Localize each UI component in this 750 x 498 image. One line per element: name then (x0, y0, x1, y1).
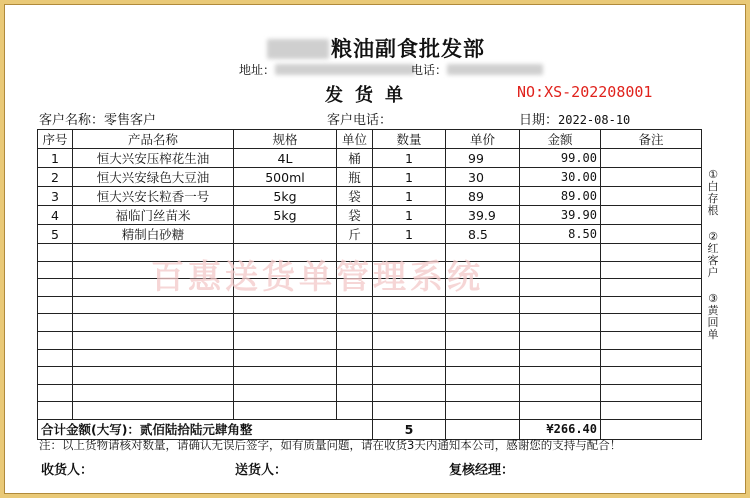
cell-price (446, 402, 520, 420)
cell-remark (601, 225, 702, 244)
date-value: 2022-08-10 (558, 113, 631, 127)
cell-unit (337, 331, 373, 349)
cell-remark (601, 296, 702, 314)
cell-price: 8.5 (446, 225, 520, 244)
table-row (38, 149, 702, 168)
col-header: 单位 (337, 130, 373, 149)
cell-qty (373, 279, 446, 297)
empty-row (38, 244, 702, 262)
cell-price (446, 314, 520, 332)
table-row (38, 168, 702, 187)
cell-remark (601, 261, 702, 279)
cell-name (73, 402, 234, 420)
customer-label: 客户名称： (39, 113, 105, 128)
cell-unit (337, 402, 373, 420)
cell-spec (234, 349, 337, 367)
empty-row (38, 296, 702, 314)
customer-value: 零售客户 (104, 113, 157, 128)
cell-name (73, 279, 234, 297)
redacted-company-prefix (267, 39, 329, 59)
cell-unit (337, 314, 373, 332)
empty-row (38, 384, 702, 402)
cell-name (73, 296, 234, 314)
col-header: 金额 (520, 130, 601, 149)
cell-no (38, 261, 73, 279)
cell-price (446, 261, 520, 279)
cell-remark (601, 331, 702, 349)
cell-spec: 4L (234, 149, 337, 168)
cell-price: 30 (446, 168, 520, 187)
cell-name (73, 384, 234, 402)
col-header: 序号 (38, 130, 73, 149)
total-amount: ¥266.40 (520, 419, 601, 439)
copy-label-char: ③ (708, 292, 718, 305)
cell-spec: 5kg (234, 187, 337, 206)
cell-no (38, 279, 73, 297)
total-label: 合计金额(大写)：贰佰陆拾陆元肆角整 (38, 419, 373, 439)
copy-label-char: ② (708, 230, 718, 243)
cell-qty (373, 314, 446, 332)
cell-name: 精制白砂糖 (73, 225, 234, 244)
cell-spec (234, 279, 337, 297)
cell-unit (337, 244, 373, 262)
cell-qty: 1 (373, 168, 446, 187)
cell-unit: 桶 (337, 149, 373, 168)
cell-no: 1 (38, 149, 73, 168)
copy-label-char: 黄 (707, 304, 719, 317)
cell-spec (234, 296, 337, 314)
cell-name (73, 331, 234, 349)
cell-spec (234, 314, 337, 332)
company-name-text: 粮油副食批发部 (331, 37, 485, 61)
cell-amount: 89.00 (520, 187, 601, 206)
cell-qty: 1 (373, 187, 446, 206)
cell-unit (337, 261, 373, 279)
cell-amount (520, 349, 601, 367)
empty-row (38, 367, 702, 385)
cell-qty (373, 402, 446, 420)
cell-no (38, 367, 73, 385)
doc-number: NO:XS-202208001 (517, 83, 653, 101)
copy-label-text (706, 293, 720, 341)
phone-label: 电话： (411, 63, 448, 77)
col-header: 备注 (601, 130, 702, 149)
cell-qty (373, 367, 446, 385)
invoice-date (519, 109, 630, 128)
cell-amount (520, 402, 601, 420)
cell-name: 恒大兴安绿色大豆油 (73, 168, 234, 187)
cell-unit: 袋 (337, 187, 373, 206)
cell-unit (337, 349, 373, 367)
col-header: 单价 (446, 130, 520, 149)
cell-qty (373, 244, 446, 262)
cell-price (446, 384, 520, 402)
cell-no (38, 296, 73, 314)
cell-amount (520, 279, 601, 297)
cell-qty: 1 (373, 225, 446, 244)
customer-phone-label: 客户电话： (327, 113, 393, 128)
cell-spec (234, 244, 337, 262)
cell-unit: 斤 (337, 225, 373, 244)
copy-label-char: 户 (707, 266, 719, 279)
copy-label-char: 回 (707, 316, 719, 329)
cell-amount (520, 244, 601, 262)
cell-price (446, 296, 520, 314)
cell-qty (373, 331, 446, 349)
sender-signature: 送货人： (235, 463, 288, 478)
cell-remark (601, 187, 702, 206)
cell-amount (520, 331, 601, 349)
col-header: 产品名称 (73, 130, 234, 149)
redacted-address (275, 64, 415, 75)
empty-row (38, 261, 702, 279)
cell-unit: 瓶 (337, 168, 373, 187)
cell-price (446, 367, 520, 385)
cell-no (38, 314, 73, 332)
cell-name (73, 314, 234, 332)
cell-name: 恒大兴安压榨花生油 (73, 149, 234, 168)
cell-remark (601, 349, 702, 367)
cell-amount: 99.00 (520, 149, 601, 168)
cell-remark (601, 367, 702, 385)
copy-label-char: 根 (707, 204, 719, 217)
cell-remark (601, 244, 702, 262)
cell-name (73, 244, 234, 262)
copy-label-char: 白 (707, 180, 719, 193)
cell-remark (601, 314, 702, 332)
table-row (38, 187, 702, 206)
table-row (38, 225, 702, 244)
company-title (5, 33, 747, 63)
cell-remark (601, 168, 702, 187)
cell-remark (601, 206, 702, 225)
cell-spec (234, 225, 337, 244)
cell-qty (373, 384, 446, 402)
cell-amount (520, 261, 601, 279)
cell-qty (373, 261, 446, 279)
empty-row (38, 279, 702, 297)
cell-name (73, 367, 234, 385)
cell-unit (337, 296, 373, 314)
cell-amount: 39.90 (520, 206, 601, 225)
footer-note: 注：以上货物请核对数量，请确认无误后签字，如有质量问题，请在收货3天内通知本公司，感谢您的支持与配合！ (39, 438, 622, 452)
col-header: 规格 (234, 130, 337, 149)
cell-spec (234, 367, 337, 385)
cell-name (73, 261, 234, 279)
cell-spec (234, 331, 337, 349)
cell-spec (234, 384, 337, 402)
phone-line (411, 61, 543, 78)
cell-no: 5 (38, 225, 73, 244)
cell-name: 福临门丝苗米 (73, 206, 234, 225)
cell-remark (601, 279, 702, 297)
cell-name (73, 349, 234, 367)
cell-price: 89 (446, 187, 520, 206)
cell-unit (337, 279, 373, 297)
cell-price: 99 (446, 149, 520, 168)
empty-row (38, 349, 702, 367)
table-header-row (38, 130, 702, 149)
col-header: 数量 (373, 130, 446, 149)
copy-label-white (706, 169, 720, 217)
empty-row (38, 314, 702, 332)
cell-amount: 8.50 (520, 225, 601, 244)
customer-phone (327, 109, 392, 128)
cell-price (446, 279, 520, 297)
address-label: 地址： (239, 63, 276, 77)
reviewer-signature: 复核经理： (449, 463, 515, 478)
cell-amount (520, 296, 601, 314)
cell-no (38, 349, 73, 367)
cell-price (446, 331, 520, 349)
copy-label-char: 存 (707, 192, 719, 205)
copy-label-red (706, 231, 720, 279)
cell-unit: 袋 (337, 206, 373, 225)
cell-no: 4 (38, 206, 73, 225)
cell-spec: 500ml (234, 168, 337, 187)
redacted-phone (447, 64, 543, 75)
cell-qty: 1 (373, 206, 446, 225)
copy-label-char: 红 (707, 242, 719, 255)
cell-no: 3 (38, 187, 73, 206)
cell-amount (520, 367, 601, 385)
cell-qty (373, 296, 446, 314)
cell-spec (234, 261, 337, 279)
copy-label-yellow (706, 293, 720, 341)
cell-name: 恒大兴安长粒香一号 (73, 187, 234, 206)
cell-price (446, 244, 520, 262)
cell-price: 39.9 (446, 206, 520, 225)
cell-spec (234, 402, 337, 420)
cell-unit (337, 367, 373, 385)
cell-price (446, 349, 520, 367)
cell-no (38, 384, 73, 402)
cell-remark (601, 149, 702, 168)
cell-amount (520, 314, 601, 332)
cell-qty: 1 (373, 149, 446, 168)
cell-amount: 30.00 (520, 168, 601, 187)
copy-label-char: 客 (707, 254, 719, 267)
empty-row (38, 331, 702, 349)
invoice-sheet (4, 4, 746, 494)
copy-label-text (706, 169, 720, 217)
date-label: 日期： (519, 113, 559, 128)
total-qty: 5 (373, 419, 446, 439)
copy-label-char: ① (708, 168, 718, 181)
items-table (37, 129, 702, 440)
table-row (38, 206, 702, 225)
customer-name (39, 109, 156, 128)
empty-row (38, 402, 702, 420)
copy-label-text (706, 231, 720, 279)
cell-no: 2 (38, 168, 73, 187)
watermark: 百惠送货单管理系统 (151, 257, 484, 296)
cell-qty (373, 349, 446, 367)
cell-remark (601, 384, 702, 402)
doc-title: 发货单 (325, 85, 415, 106)
receiver-signature: 收货人： (41, 463, 94, 478)
cell-no (38, 331, 73, 349)
copy-label-char: 单 (707, 328, 719, 341)
cell-no (38, 244, 73, 262)
cell-remark (601, 402, 702, 420)
cell-no (38, 402, 73, 420)
cell-amount (520, 384, 601, 402)
cell-spec: 5kg (234, 206, 337, 225)
address-line (239, 61, 415, 78)
cell-unit (337, 384, 373, 402)
